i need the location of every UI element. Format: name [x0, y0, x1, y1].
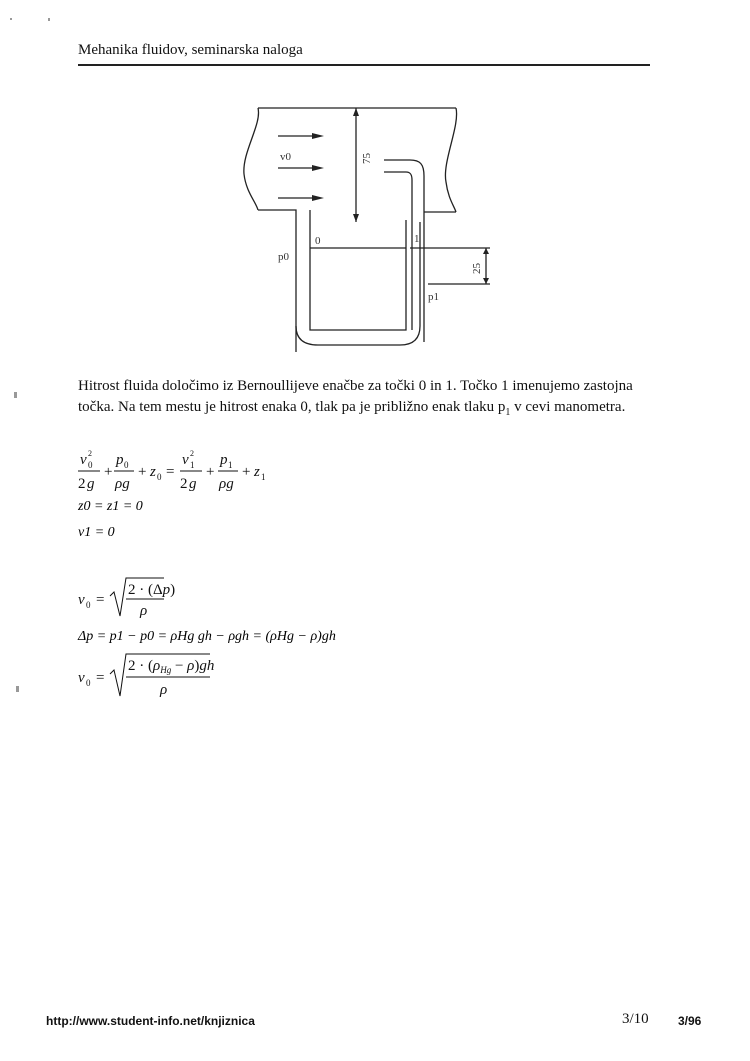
svg-text:g: g: [87, 476, 95, 492]
svg-text:0: 0: [88, 460, 93, 470]
channel-left-break: [244, 108, 259, 210]
pitot-inner: [384, 172, 412, 330]
svg-text:ρg: ρg: [219, 476, 234, 492]
svg-text:z: z: [150, 464, 156, 480]
label-point-0: 0: [315, 235, 321, 247]
svg-text:1: 1: [261, 472, 266, 482]
svg-text:p: p: [116, 452, 124, 468]
svg-text:2 · (Δp): 2 · (Δp): [128, 582, 176, 598]
label-p1: p1: [428, 291, 439, 303]
svg-text:2: 2: [180, 476, 188, 492]
equation-v0-delta-p: [78, 578, 175, 619]
svg-text:v: v: [80, 452, 87, 468]
svg-text:ρ: ρ: [140, 603, 148, 619]
page-header-title: Mehanika fluidov, seminarska naloga: [78, 42, 303, 58]
svg-text:0: 0: [86, 600, 91, 610]
svg-text:p: p: [220, 452, 228, 468]
label-v0: v0: [280, 151, 291, 163]
channel-bottom-left: [258, 210, 296, 352]
svg-text:ρg: ρg: [115, 476, 130, 492]
footer-page-number: 3/10: [622, 1011, 649, 1027]
svg-text:=: =: [96, 592, 105, 608]
svg-text:2: 2: [78, 476, 86, 492]
paragraph-subscript: 1: [505, 407, 511, 418]
svg-text:z: z: [254, 464, 260, 480]
header-rule: [78, 64, 650, 66]
equation-v1: v1 = 0: [78, 525, 115, 540]
equation-z: z0 = z1 = 0: [78, 499, 143, 514]
paragraph-line-1: Hitrost fluida določimo iz Bernoullijeve enačbe za točki 0 in 1. Točko 1 imenujemo zastojna: [78, 378, 633, 394]
label-dim-75: 75: [361, 153, 373, 164]
label-dim-25: 25: [471, 263, 483, 274]
paragraph-line-2a: točka. Na tem mestu je hitrost enaka 0, tlak pa je približno enak tlaku p: [78, 399, 506, 415]
svg-text:0: 0: [124, 460, 129, 470]
footer-total-pages: 3/96: [678, 1014, 702, 1028]
channel-right-break: [445, 108, 456, 212]
pitot-outer: [384, 160, 424, 342]
equation-delta-p: Δp = p1 − p0 = ρHg gh − ρgh = (ρHg − ρ)gh: [78, 629, 336, 644]
svg-text:g: g: [189, 476, 197, 492]
explanation-paragraph: [78, 376, 650, 423]
equation-v0-final: [78, 654, 214, 698]
svg-text:+: +: [206, 464, 215, 480]
scan-mark: [14, 392, 17, 398]
bernoulli-equation: [78, 449, 266, 492]
footer-url[interactable]: http://www.student-info.net/knjiznica: [46, 1014, 255, 1028]
label-point-1: 1: [414, 233, 420, 245]
svg-text:ρ: ρ: [160, 682, 168, 698]
scan-mark: [48, 18, 50, 21]
vessel-inner: [310, 220, 406, 330]
svg-text:+: +: [138, 464, 147, 480]
svg-text:+: +: [104, 464, 113, 480]
svg-text:2 · (ρHg − ρ)gh: $2 \cdot (\rho_{Hg} - \rho)gh$: [128, 658, 215, 675]
equations-block: [0, 440, 750, 710]
svg-text:+: +: [242, 464, 251, 480]
svg-text:=: =: [96, 670, 105, 686]
manometer-figure: [228, 102, 500, 352]
svg-text:v: v: [182, 452, 189, 468]
svg-text:0: 0: [86, 678, 91, 688]
svg-text:v: v: [78, 592, 85, 608]
svg-text:1: 1: [190, 460, 195, 470]
paragraph-line-2b: v cevi manometra.: [510, 399, 626, 415]
label-p0: p0: [278, 251, 289, 263]
svg-text:1: 1: [228, 460, 233, 470]
scan-mark: [10, 18, 12, 20]
svg-text:=: =: [166, 464, 175, 480]
svg-text:2: 2: [88, 449, 92, 458]
svg-text:v: v: [78, 670, 85, 686]
svg-text:2: 2: [190, 449, 194, 458]
svg-text:0: 0: [157, 472, 162, 482]
